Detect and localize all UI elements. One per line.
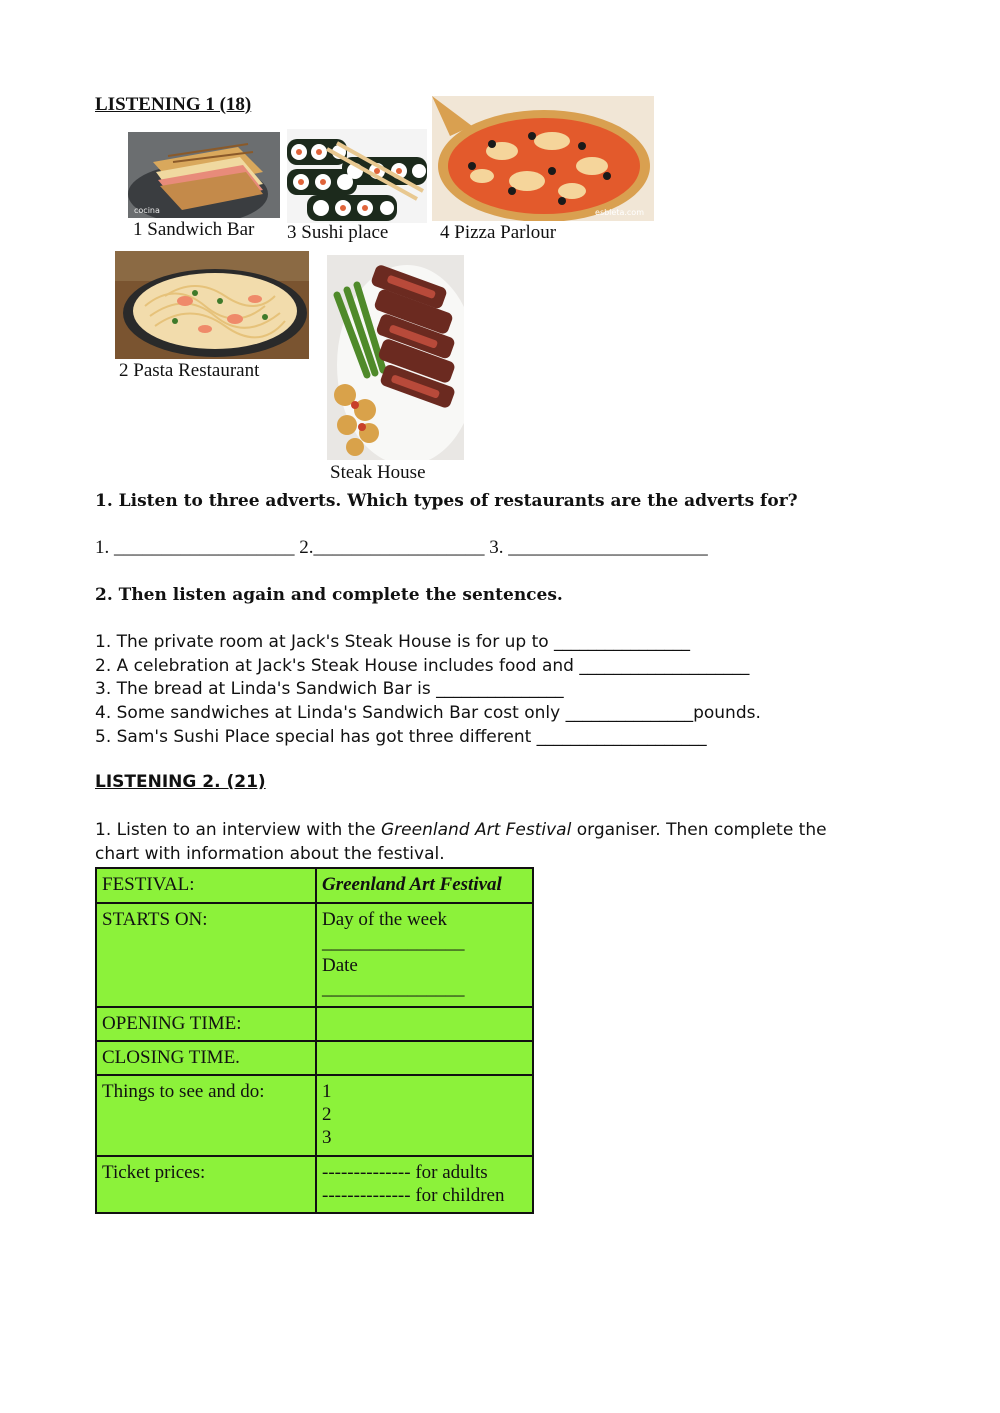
instruction-post: organiser. Then complete the	[571, 820, 827, 840]
listening2-instruction-line1	[95, 820, 827, 840]
closing-time-label: CLOSING TIME.	[96, 1041, 316, 1075]
ticket-prices-cell[interactable]	[316, 1156, 533, 1213]
caption-steak-house: Steak House	[330, 462, 426, 483]
listening1-heading: LISTENING 1 (18)	[95, 94, 252, 115]
sentence-5[interactable]: 5. Sam's Sushi Place special has got three different ____________________	[95, 727, 707, 747]
caption-sushi-place: 3 Sushi place	[287, 222, 389, 243]
starts-date-label: Date	[322, 955, 358, 976]
things-cell[interactable]	[316, 1075, 533, 1156]
sentence-2[interactable]: 2. A celebration at Jack's Steak House includes food and ____________________	[95, 656, 750, 676]
things-item-2: 2	[322, 1104, 332, 1125]
starts-cell[interactable]	[316, 903, 533, 1007]
sentence-1[interactable]: 1. The private room at Jack's Steak House is for up to ________________	[95, 632, 691, 652]
listening2-heading: LISTENING 2. (21)	[95, 772, 266, 792]
starts-day-label: Day of the week	[322, 909, 448, 930]
pizza-watermark: esbleta.com	[595, 208, 644, 217]
sentence-4[interactable]: 4. Some sandwiches at Linda's Sandwich Bar cost only _______________pounds.	[95, 703, 761, 723]
table-row	[96, 1041, 533, 1075]
festival-value	[316, 868, 533, 903]
table-row	[96, 868, 533, 903]
sandwich-watermark: cocina	[134, 206, 160, 215]
things-item-3: 3	[322, 1127, 332, 1148]
pizza-image	[432, 96, 654, 221]
question2-title: 2. Then listen again and complete the sentences.	[95, 585, 563, 605]
table-row	[96, 1156, 533, 1213]
starts-date-blank[interactable]: _______________	[322, 978, 465, 999]
starts-day-blank[interactable]: _______________	[322, 932, 465, 953]
table-row	[96, 1007, 533, 1041]
instruction-pre: 1. Listen to an interview with the	[95, 820, 381, 840]
ticket-adults[interactable]: -------------- for adults	[322, 1162, 488, 1183]
opening-time-cell[interactable]	[316, 1007, 533, 1041]
ticket-children[interactable]: -------------- for children	[322, 1185, 505, 1206]
pasta-image	[115, 251, 309, 359]
caption-pizza-parlour: 4 Pizza Parlour	[440, 222, 557, 243]
festival-chart-table	[95, 867, 534, 1214]
caption-pasta-restaurant: 2 Pasta Restaurant	[119, 360, 260, 381]
table-row	[96, 1075, 533, 1156]
instruction-festival-name: Greenland Art Festival	[380, 820, 572, 840]
ticket-prices-label: Ticket prices:	[96, 1156, 316, 1213]
starts-label: STARTS ON:	[96, 903, 316, 1007]
things-label: Things to see and do:	[96, 1075, 316, 1156]
opening-time-label: OPENING TIME:	[96, 1007, 316, 1041]
caption-sandwich-bar: 1 Sandwich Bar	[133, 219, 255, 240]
question1-title: 1. Listen to three adverts. Which types of restaurants are the adverts for?	[95, 491, 798, 511]
question1-answer-blanks[interactable]: 1. ___________________ 2.__________________ 3. _____________________	[95, 537, 708, 558]
festival-label: FESTIVAL:	[96, 868, 316, 903]
listening2-instruction-line2: chart with information about the festival.	[95, 844, 445, 864]
sandwich-image	[128, 132, 280, 218]
sushi-image	[287, 129, 427, 223]
festival-value-text: Greenland Art Festival	[322, 874, 502, 895]
steak-image	[327, 255, 464, 460]
table-row	[96, 903, 533, 1007]
closing-time-cell[interactable]	[316, 1041, 533, 1075]
things-item-1: 1	[322, 1081, 332, 1102]
sentence-3[interactable]: 3. The bread at Linda's Sandwich Bar is _______________	[95, 679, 564, 699]
